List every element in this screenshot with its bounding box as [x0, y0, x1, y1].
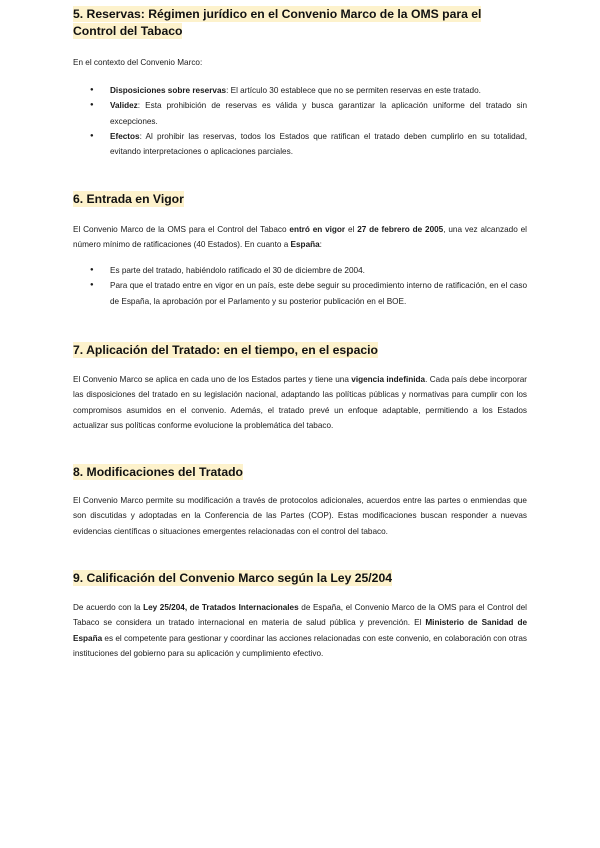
- list-item: [73, 98, 527, 129]
- text-run: . Cada país debe incorporar las disposiciones del tratado en su legislación nacional, adaptando las políticas públicas y normativas para cumplir con los compromisos asumidos en el convenio. Además, el tratado prevé un enfoque adaptable, permitiendo a los Estados actualizar sus políticas conforme evolucione la problemática del tabaco.: [73, 375, 527, 430]
- section-6-heading: [73, 191, 184, 208]
- bold-run: entró en vigor: [289, 225, 346, 234]
- text-run: El Convenio Marco de la OMS para el Control del Tabaco: [73, 225, 290, 234]
- text-run: :: [319, 240, 322, 250]
- text-run: , una vez alcanzado el número mínimo de ratificaciones (40 Estados). En cuanto a: [73, 225, 527, 250]
- text-run: El Convenio Marco se aplica en cada uno de los Estados partes y tiene una: [73, 375, 352, 384]
- list-item-text: : Al prohibir las reservas, todos los Estados que ratifican el tratado deben cumplirlo en su totalidad, evitando interpretaciones o aplicaciones parciales.: [110, 131, 527, 157]
- text-run: es el competente para gestionar y coordinar las acciones relacionadas con este convenio, en colaboración con otras instituciones del gobierno para su aplicación y cumplimiento efectivo.: [73, 633, 527, 658]
- text-run: de España, el Convenio Marco de la OMS para el Control del Tabaco se considera un tratado internacional en materia de salud pública y prevención. El: [73, 603, 527, 628]
- section-9-heading-text: 9. Calificación del Convenio Marco según la Ley 25/204: [73, 571, 393, 585]
- section-9-paragraph: [73, 600, 527, 661]
- section-6-heading-text: 6. Entrada en Vigor: [73, 192, 184, 206]
- section-5-heading-text: 5. Reservas: Régimen jurídico en el Convenio Marco de la OMS para el Control del Tabaco: [73, 7, 482, 38]
- bold-run: Ley 25/204, de Tratados Internacionales: [143, 603, 299, 612]
- section-7-heading: [73, 342, 378, 359]
- section-8-heading-text: 8. Modificaciones del Tratado: [73, 465, 243, 479]
- section-5-heading: [73, 6, 527, 40]
- list-item-term: Efectos: [110, 131, 140, 141]
- list-item: [73, 83, 527, 98]
- section-8-paragraph: El Convenio Marco permite su modificación a través de protocolos adicionales, acuerdos entre las partes o enmiendas que son discutidas y adoptadas en la Conferencia de las Partes (COP). Estas modificaciones buscan responder a nuevas evidencias científicas o situaciones emergentes relacionadas con el control del tabaco.: [73, 496, 527, 536]
- list-item-term: Validez: [110, 101, 138, 111]
- bold-run: vigencia indefinida: [351, 375, 426, 384]
- section-8-heading: [73, 464, 243, 481]
- section-9-heading: [73, 570, 392, 587]
- bold-run: España: [290, 240, 320, 250]
- list-item-text: : Esta prohibición de reservas es válida y busca garantizar la aplicación uniforme del tratado sin excepciones.: [110, 101, 527, 126]
- list-item-text: : El artículo 30 establece que no se permiten reservas en este tratado.: [226, 86, 481, 95]
- list-item: ● Para que el tratado entre en vigor en un país, este debe seguir su procedimiento interno de ratificación, en el caso de España, la aprobación por el Parlamento y su posterior publicación en el BOE.: [73, 278, 527, 309]
- list-item: [73, 129, 527, 160]
- section-6-paragraph: [73, 222, 527, 253]
- section-5-list: [73, 83, 527, 159]
- section-7-heading-text: 7. Aplicación del Tratado: en el tiempo, en el espacio: [73, 343, 378, 357]
- list-item-term: Disposiciones sobre reservas: [110, 86, 227, 95]
- section-7-paragraph: [73, 372, 527, 433]
- text-run: el: [345, 225, 358, 234]
- section-5-intro: En el contexto del Convenio Marco:: [73, 58, 203, 67]
- text-run: De acuerdo con la: [73, 603, 144, 612]
- bold-run: Ministerio de Sanidad de España: [73, 618, 527, 643]
- list-item: ● Es parte del tratado, habiéndolo ratificado el 30 de diciembre de 2004.: [73, 263, 527, 278]
- section-6-list: [73, 263, 527, 309]
- bold-run: 27 de febrero de 2005: [357, 225, 444, 234]
